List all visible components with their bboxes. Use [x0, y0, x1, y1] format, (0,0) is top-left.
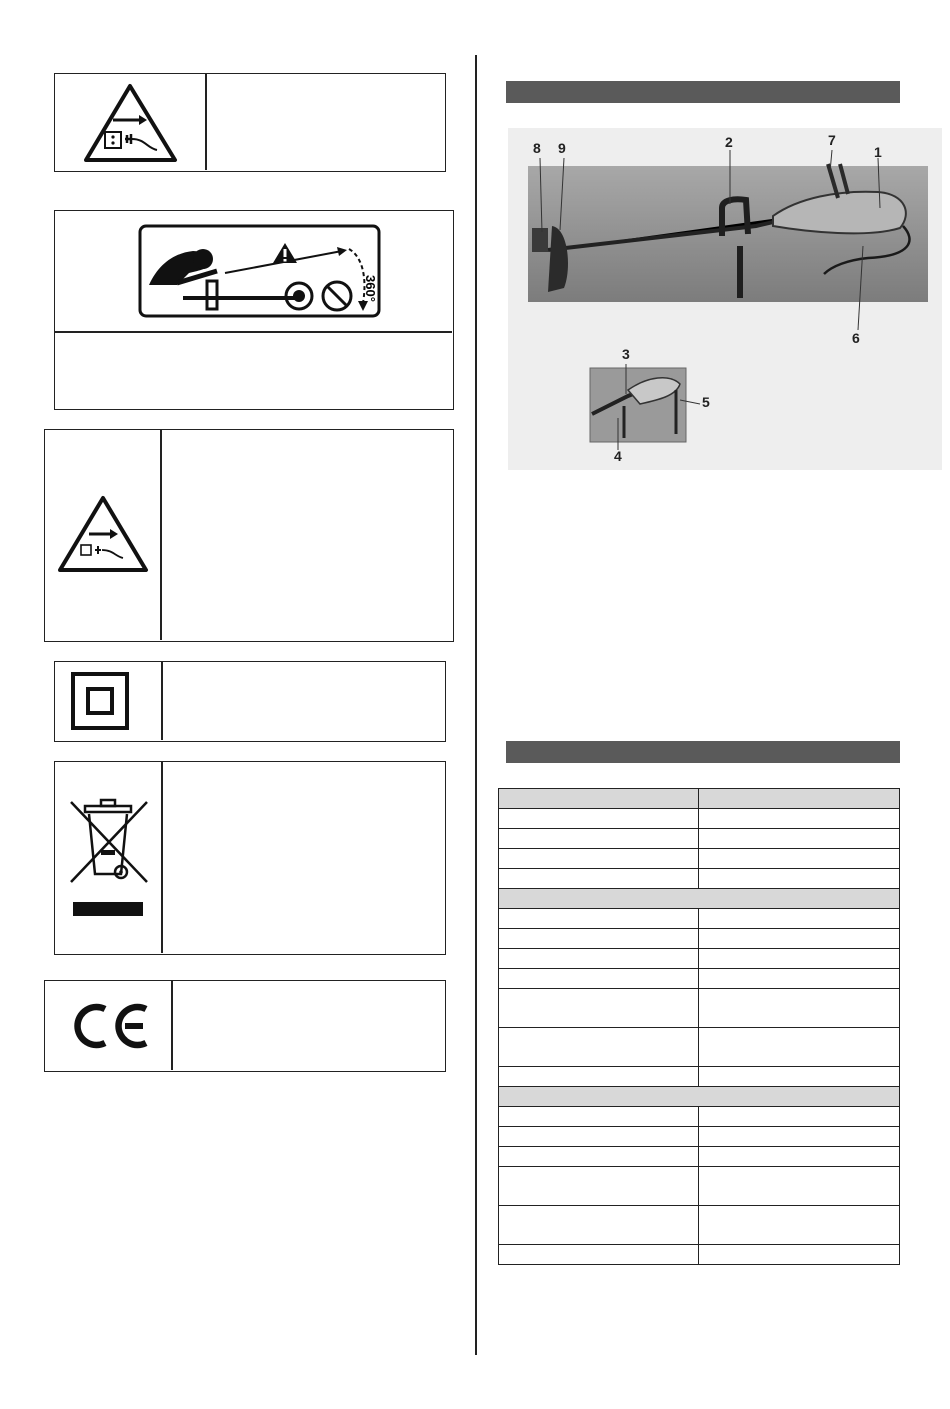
callout-5: 5: [702, 394, 710, 410]
table-row: [499, 949, 900, 969]
box-divider: [161, 662, 163, 740]
table-row: [499, 989, 900, 1028]
table-row: [499, 1147, 900, 1167]
rotation-warning-box: [54, 210, 454, 410]
callout-1: 1: [874, 144, 882, 160]
ce-mark-icon: [69, 1001, 151, 1051]
callout-6: 6: [852, 330, 860, 346]
unplug-warning-icon: [57, 494, 149, 574]
table-row: [499, 809, 900, 829]
table-row: [499, 1206, 900, 1245]
callout-4: 4: [614, 448, 622, 464]
table-row: [499, 1028, 900, 1067]
weee-box: [54, 761, 446, 955]
unplug-warning-box: [54, 73, 446, 172]
table-group-row: [499, 1087, 900, 1107]
section-heading-bar: [506, 741, 900, 763]
section-heading-bar: [506, 81, 900, 103]
rotation-angle-label: 360°: [363, 275, 378, 302]
table-header-row: [499, 789, 900, 809]
table-row: [499, 1127, 900, 1147]
column-divider: [475, 55, 477, 1355]
rotation-warning-icon: [137, 223, 382, 319]
table-row: [499, 969, 900, 989]
double-insulation-box: [54, 661, 446, 742]
double-insulation-icon: [71, 672, 129, 730]
table-row: [499, 909, 900, 929]
table-row: [499, 1107, 900, 1127]
table-group-row: [499, 889, 900, 909]
table-row: [499, 829, 900, 849]
table-row: [499, 1167, 900, 1206]
unplug-warning-box-2: [44, 429, 454, 642]
table-row: [499, 869, 900, 889]
callout-8: 8: [533, 140, 541, 156]
table-row: [499, 849, 900, 869]
table-row: [499, 1067, 900, 1087]
table-row: [499, 929, 900, 949]
unplug-warning-icon: [83, 82, 178, 164]
callout-3: 3: [622, 346, 630, 362]
spec-table: [498, 788, 900, 1265]
callout-9: 9: [558, 140, 566, 156]
box-divider: [171, 981, 173, 1070]
box-divider: [55, 331, 452, 333]
crossed-bin-icon: [67, 796, 151, 920]
box-divider: [160, 430, 162, 640]
ce-mark-box: [44, 980, 446, 1072]
table-row: [499, 1245, 900, 1265]
callout-7: 7: [828, 132, 836, 148]
callout-2: 2: [725, 134, 733, 150]
box-divider: [161, 762, 163, 953]
box-divider: [205, 74, 207, 170]
product-photo: [508, 128, 942, 470]
